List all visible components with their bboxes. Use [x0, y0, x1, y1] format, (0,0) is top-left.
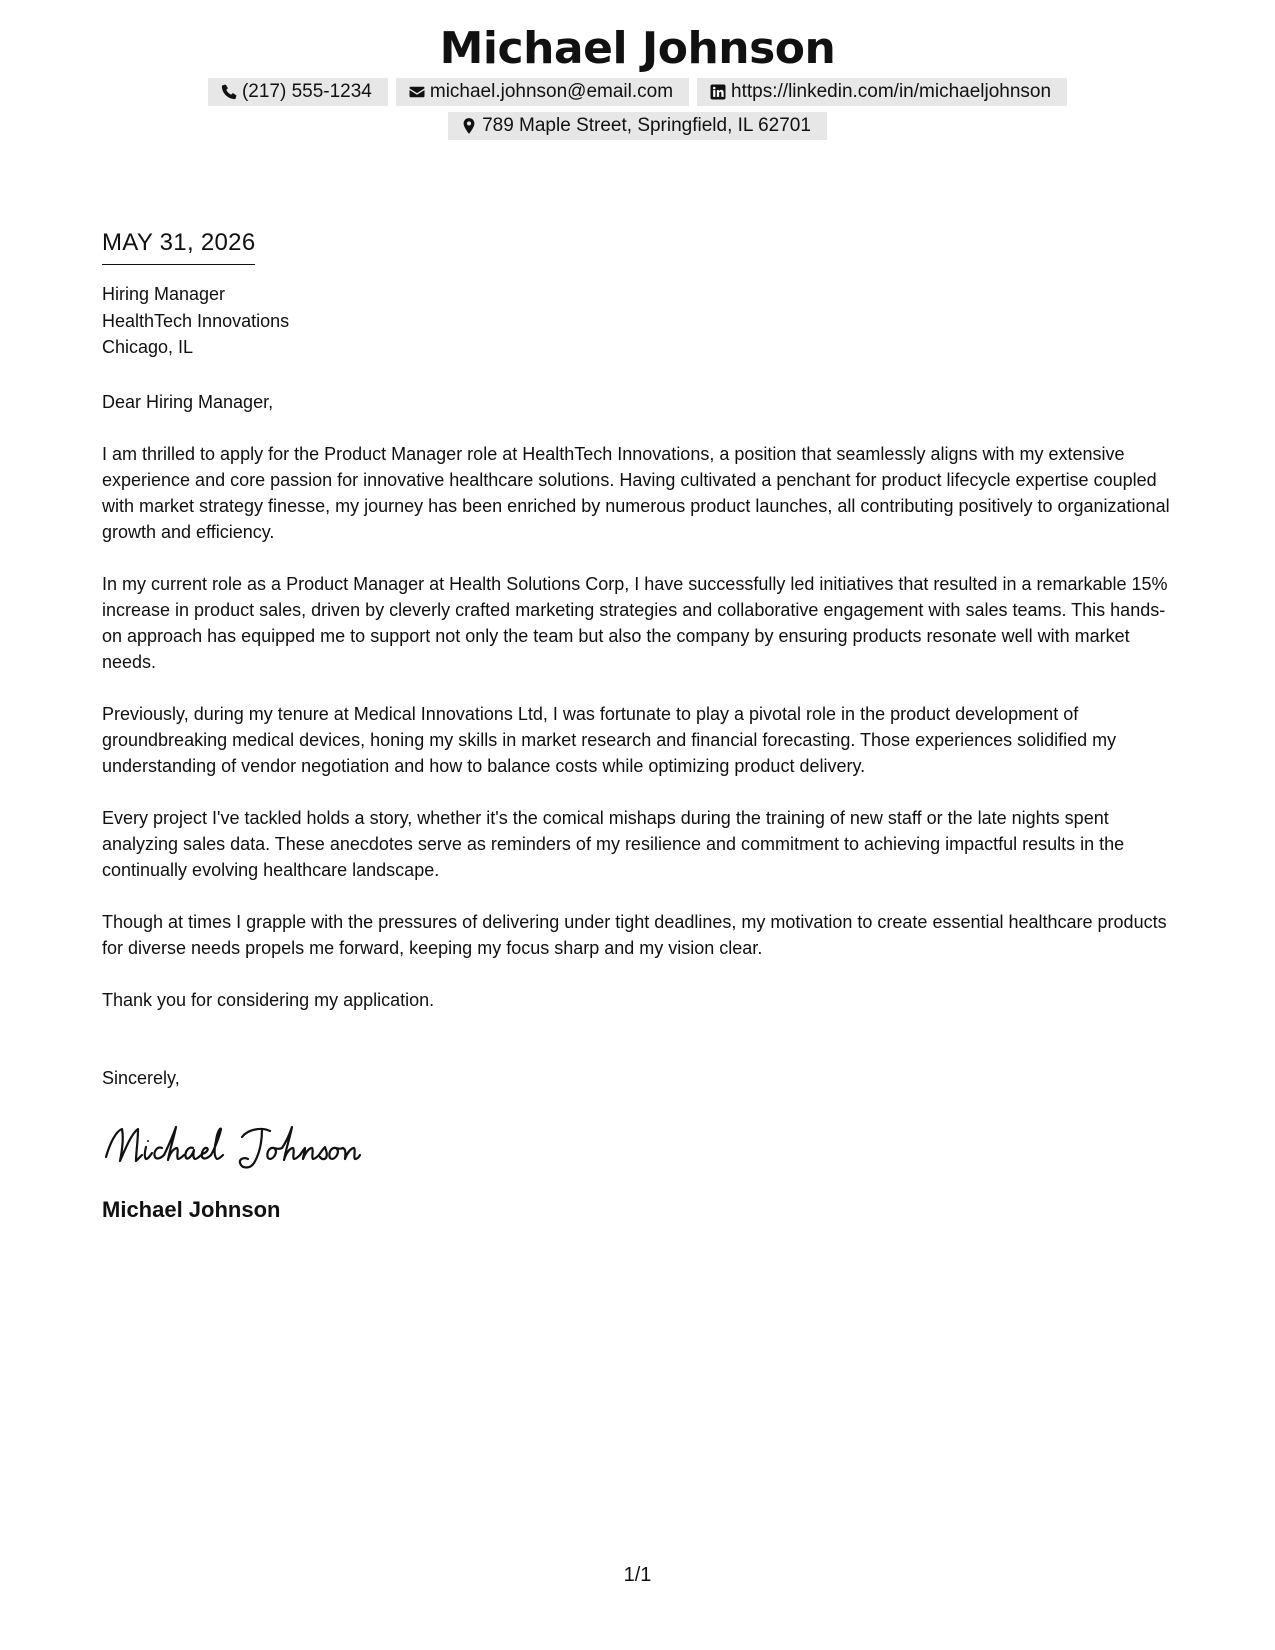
signature-image: [102, 1117, 362, 1177]
recipient-title: Hiring Manager: [102, 284, 226, 304]
letter-header: [0, 22, 1275, 140]
address-row: [0, 112, 1275, 140]
paragraph: Every project I've tackled holds a story, whether it's the comical mishaps during the training of new staff or the late nights spent analyzing sales data. These anecdotes serve as reminders of my resilience and commitment to achieving impactful results in the continually evolving healthcare landscape.: [102, 807, 1125, 880]
recipient-block: [102, 281, 1177, 361]
paragraph: Thank you for considering my application.: [102, 989, 435, 1010]
paragraph: Previously, during my tenure at Medical Innovations Ltd, I was fortunate to play a pivotal role in the product development of groundbreaking medical devices, honing my skills in market research and financial forecasting. Those experiences solidified my understanding of vendor negotiation and how to balance costs while optimizing product delivery.: [102, 703, 1117, 776]
phone-text: (217) 555-1234: [241, 81, 372, 102]
salutation: Dear Hiring Manager,: [102, 391, 274, 412]
contact-row: [0, 78, 1275, 106]
linkedin-text: https://linkedin.com/in/michaeljohnson: [731, 81, 1052, 102]
envelope-icon: [408, 83, 426, 101]
applicant-name: Michael Johnson: [439, 23, 836, 74]
address-text: 789 Maple Street, Springfield, IL 62701: [482, 115, 811, 136]
linkedin-chip: [697, 78, 1067, 106]
recipient-company: HealthTech Innovations: [102, 310, 290, 331]
map-marker-icon: [460, 117, 478, 135]
address-chip: [448, 112, 827, 140]
closing: Sincerely,: [102, 1067, 180, 1088]
linkedin-icon: [709, 83, 727, 101]
paragraph: In my current role as a Product Manager at Health Solutions Corp, I have successfully led initiatives that resulted in a remarkable 15% increase in product sales, driven by cleverly crafted marketing strategies and collaborative engagement with sales teams. This hands-on approach has equipped me to support not only the team but also the company by ensuring products resonate well with market needs.: [102, 573, 1168, 672]
page-number: 1/1: [623, 1564, 652, 1586]
letter-date: MAY 31, 2026: [102, 226, 255, 265]
phone-icon: [220, 83, 238, 101]
email-chip: [396, 78, 689, 106]
letter-body: [102, 226, 1177, 1225]
phone-chip: [208, 78, 388, 106]
email-text: michael.johnson@email.com: [429, 81, 674, 102]
paragraph: Though at times I grapple with the pressures of delivering under tight deadlines, my motivation to create essential healthcare products for diverse needs propels me forward, keeping my focus sharp and my vision clear.: [102, 911, 1167, 958]
paragraph: I am thrilled to apply for the Product Manager role at HealthTech Innovations, a position that seamlessly aligns with my extensive experience and core passion for innovative healthcare solutions. Having cultivated a penchant for product lifecycle expertise coupled with market strategy finesse, my journey has been enriched by numerous product launches, all contributing positively to organizational growth and efficiency.: [102, 443, 1170, 542]
signer-name: Michael Johnson: [102, 1196, 281, 1222]
signature: [102, 1117, 1177, 1177]
recipient-location: Chicago, IL: [102, 337, 194, 357]
